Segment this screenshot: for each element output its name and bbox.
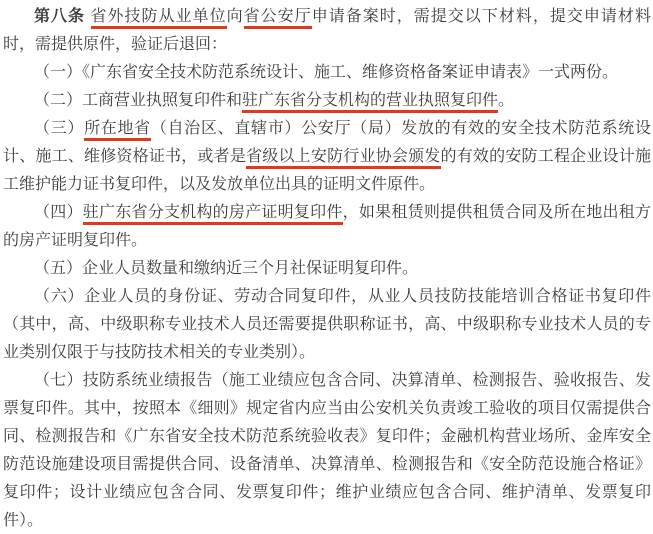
text-segment: 向 [226,8,244,25]
text-segment: ，如果租赁则提供租赁合同及所在地出租方 [342,204,651,221]
text-segment: 防范设施建设项目需提供合同、设备清单、决算清单、检测报告和《安全防范设施合格证》 [3,456,651,473]
text-line [3,423,651,451]
text-segment: 件）。 [3,512,44,529]
underlined-text: 驻广东省分支机构的房产证明复印件 [83,204,343,225]
text-segment: （一）《广东省安全技术防范系统设计、施工、维修资格备案证申请表》一式两份。 [34,64,619,81]
text-segment: （自治区、直辖市）公安厅（局）发放的有效的安全技术防范系统设 [150,120,651,137]
text-line [3,87,651,115]
underlined-text: 驻广东省分支机构的营业执照复印件 [242,92,498,113]
article-number: 第八条 [34,8,91,25]
text-line [3,59,651,87]
text-segment: （七）技防系统业绩报告（施工业绩应包含合同、决算清单、检测报告、验收报告、发 [34,372,651,389]
text-line [3,227,651,255]
text-segment: （四） [34,204,83,221]
text-segment: （其中，高、中级职称专业技术人员还需要提供职称证书，高、中级职称专业技术人员的专 [3,316,651,333]
underlined-text: 省级以上安防行业协会颁发 [246,148,440,169]
text-line [3,311,651,339]
text-line [3,339,651,367]
text-segment: 的房产证明复印件。 [3,232,148,249]
text-segment: （六）企业人员的身份证、劳动合同复印件，从业人员技防技能培训合格证书复印件 [34,288,651,305]
text-segment: （二）工商营业执照复印件和 [34,92,243,109]
underlined-text: 省外技防从业单位 [91,8,227,29]
text-line [3,255,651,283]
text-segment: 票复印件。其中，按照本《细则》规定省内应当由公安机关负责竣工验收的项目仅需提供合 [3,400,651,417]
text-line [3,199,651,227]
underlined-text: 所在地省 [84,120,151,141]
underlined-text: 省公安厅 [244,8,312,29]
text-segment: 。 [498,92,515,109]
text-line [3,31,651,59]
text-segment: 计、施工、维修资格证书，或者是 [3,148,247,165]
text-segment: （五）企业人员数量和缴纳近三个月社保证明复印件。 [34,260,419,277]
text-segment: 复印件；设计业绩应包含合同、发票复印件；维护业绩应包含合同、维护清单、发票复印 [3,484,651,501]
text-line [3,283,651,311]
text-line [3,115,651,143]
text-segment: 工维护能力证书复印件，以及发放单位出具的证明文件原件。 [3,176,436,193]
text-line [3,507,651,534]
text-line [3,451,651,479]
text-line [3,3,651,31]
text-segment: （三） [34,120,85,137]
text-line [3,171,651,199]
text-segment: 时，需提供原件，验证后退回： [3,36,228,53]
text-segment: 申请备案时，需提交以下材料，提交申请材料 [311,8,651,25]
text-line [3,395,651,423]
text-line [3,479,651,507]
text-line [3,143,651,171]
text-segment: 业类别仅限于与技防技术相关的专业类别）。 [3,344,316,361]
text-segment: 同、检测报告和《广东省安全技术防范系统验收表》复印件；金融机构营业场所、金库安全 [3,428,651,445]
text-line [3,367,651,395]
text-segment: 的有效的安防工程企业设计施 [440,148,651,165]
